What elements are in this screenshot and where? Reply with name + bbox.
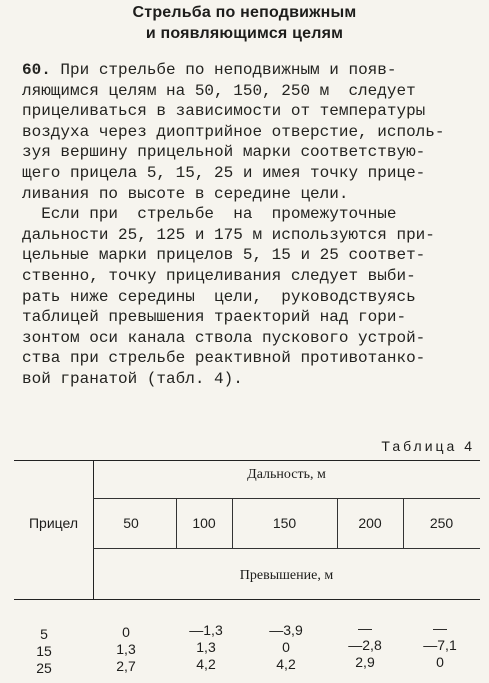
heading-line-2: и появляющимся целям — [145, 25, 344, 42]
row-sight: 15 — [36, 643, 52, 659]
row-sight: 25 — [36, 660, 52, 676]
paragraph-1-line: 60. При стрельбе по неподвижным и появ- — [22, 61, 397, 79]
table-caption: Таблица 4 — [381, 438, 475, 454]
table-cell: —7,1 — [423, 637, 457, 653]
paragraph-1-line: прицеливаться в зависимости от температуры — [22, 102, 426, 121]
table-rule — [93, 498, 480, 499]
table-top-rule — [14, 460, 480, 461]
table-cell: 4,2 — [196, 656, 216, 672]
paragraph-1-line: ляющимся целям на 50, 150, 250 м следует — [22, 81, 416, 100]
range-cell: 100 — [192, 515, 216, 531]
paragraph-1-line: щего прицела 5, 15, 25 и имея точку прице- — [22, 163, 426, 182]
table-cell: — — [358, 620, 372, 636]
range-header: Дальность, м — [247, 467, 326, 482]
heading-line-1: Стрельба по неподвижным — [132, 4, 357, 21]
table-cell: 0 — [122, 624, 130, 640]
paragraph-2-line: рать ниже середины цели, руководствуясь — [22, 287, 416, 306]
table-rule — [93, 548, 480, 549]
table-cell: 0 — [436, 654, 444, 670]
paragraph-2-line: ства при стрельбе реактивной противотанко- — [22, 349, 426, 368]
paragraph-2-line: вой гранатой (табл. 4). — [22, 369, 243, 388]
paragraph-2-line: дальности 25, 125 и 175 м используются при- — [22, 225, 435, 244]
section-heading — [0, 2, 489, 44]
table-cell: —1,3 — [189, 622, 223, 638]
table-cell: 2,9 — [355, 654, 375, 670]
paragraph-2-line: Если при стрельбе на промежуточные — [22, 205, 397, 224]
range-cell: 200 — [358, 515, 382, 531]
elevation-header: Превышение, м — [239, 568, 334, 583]
table-bottom-rule — [14, 599, 480, 600]
paragraph-2-line: цельные марки прицелов 5, 15 и 25 соответ- — [22, 246, 426, 265]
table-cell: 0 — [282, 639, 290, 655]
table-cell: 1,3 — [196, 639, 216, 655]
table-cell: 4,2 — [276, 656, 296, 672]
paragraph-2-line: таблицей превышения траекторий над гори- — [22, 308, 407, 327]
range-cell: 50 — [123, 515, 139, 531]
table-cell: — — [433, 620, 447, 636]
row-sight: 5 — [40, 626, 48, 642]
paragraph-1-line: зуя вершину прицельной марки соответствую- — [22, 143, 426, 162]
paragraph-2-line: зонтом оси канала ствола пускового устрой- — [22, 328, 426, 347]
table-cell: 1,3 — [116, 641, 136, 657]
paragraph-1-line: ливания по высоте в середине цели. — [22, 184, 349, 203]
paragraph-2-line: ственно, точку прицеливания следует выби- — [22, 266, 416, 285]
table-cell: —2,8 — [348, 637, 382, 653]
range-cell: 150 — [272, 515, 297, 531]
paragraph-1-line: воздуха через диоптрийное отверстие, исполь- — [22, 122, 445, 141]
table-cell: 2,7 — [116, 658, 136, 674]
sight-header: Прицел — [28, 515, 79, 531]
range-cell: 250 — [429, 515, 454, 531]
paragraph-number: 60. — [22, 61, 51, 79]
body-text — [22, 60, 474, 390]
table-cell: —3,9 — [269, 622, 303, 638]
